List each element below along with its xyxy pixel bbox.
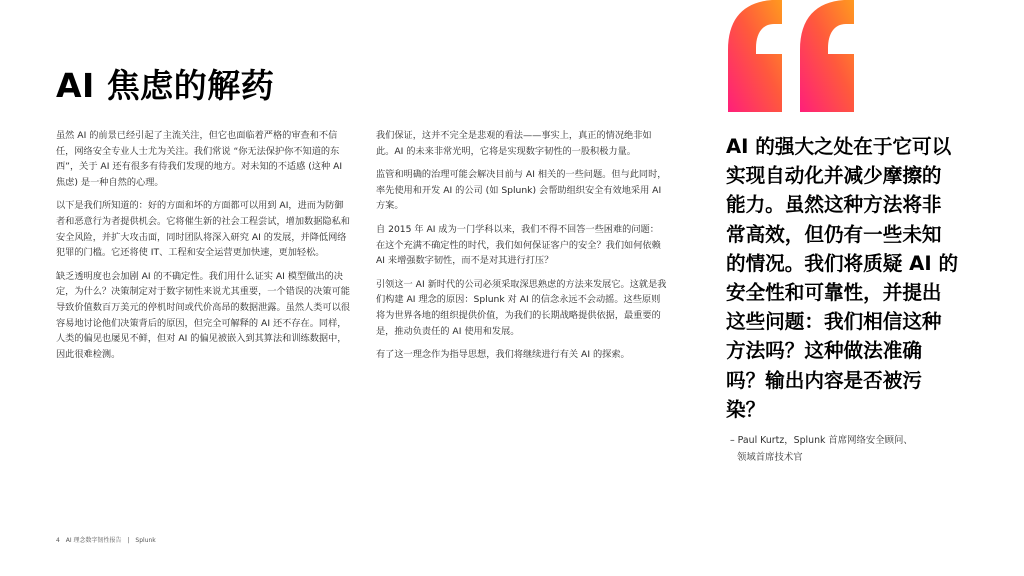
footer-brand: Splunk [135,537,156,544]
attribution-line: – Paul Kurtz，Splunk 首席网络安全顾问、 [730,435,913,446]
page-title: AI 焦虑的解药 [56,66,275,105]
page-number: 4 [56,537,60,544]
paragraph: 引领这一 AI 新时代的公司必须采取深思熟虑的方法来发展它。这就是我们构建 AI 理念的原因：Splunk 对 AI 的信念永远不会动摇。这些原则将为世界各地的组织提供价值，为我们的长期战略提供依据，最重要的是，推动负责任的 AI 使用和发展。 [376,278,667,337]
paragraph: 自 2015 年 AI 成为一门学科以来，我们不得不回答一些困难的问题：在这个充满不确定性的时代，我们如何保证客户的安全？我们如何依赖 AI 来增强数字韧性，而不是对其进行打压？ [376,223,661,267]
quotation-mark-icon [720,0,860,112]
body-column-right [376,128,668,371]
footer-document-name: AI 理念数字韧性报告 [65,537,122,544]
page-footer [56,536,160,546]
paragraph: 我们保证，这并不完全是悲观的看法——事实上，真正的情况绝非如此。AI 的未来非常光明，它将是实现数字韧性的一股积极力量。 [376,130,652,157]
pull-quote: AI 的强大之处在于它可以实现自动化并减少摩擦的能力。虽然这种方法将非常高效，但仍有一些未知的情况。我们将质疑 AI 的安全性和可靠性，并提出这些问题：我们相信这种方法吗？这种做法准确吗？输出内容是否被污染？ [726,135,959,421]
footer-separator: | [127,537,130,544]
attribution-line: 领域首席技术官 [737,452,803,463]
quote-attribution [730,432,950,466]
paragraph: 监管和明确的治理可能会解决目前与 AI 相关的一些问题。但与此同时，率先使用和开发 AI 的公司 (如 Splunk) 会帮助组织安全有效地采用 AI 方案。 [376,169,667,212]
paragraph: 虽然 AI 的前景已经引起了主流关注，但它也面临着严格的审查和不信任，网络安全专业人士尤为关注。我们常说 “你无法保护你不知道的东西”，关于 AI 还有很多有待我们发现的地方。对未知的不适感 (这种 AI 焦虑) 是一种自然的心理。 [56,130,343,188]
body-column-left [56,128,352,370]
paragraph: 缺乏透明度也会加剧 AI 的不确定性。我们用什么证实 AI 模型做出的决定，为什么？决策制定对于数字韧性来说尤其重要，一个错误的决策可能导致价值数百万美元的停机时间或代价高昂的数据泄露。虽然人类可以很容易地讨论他们决策背后的原因，但完全可解释的 AI 还不存在。同样，人类的偏见也屡见不鲜，但对 AI 的偏见被嵌入到其算法和训练数据中，因此很难检测。 [56,270,350,360]
paragraph: 有了这一理念作为指导思想，我们将继续进行有关 AI 的探索。 [376,349,630,361]
paragraph: 以下是我们所知道的：好的方面和坏的方面都可以用到 AI，进而为防御者和恶意行为者提供机会。它将催生新的社会工程尝试，增加数据隐私和安全风险，并扩大攻击面，同时团队将深入研究 AI 的发展，并降低网络犯罪的门槛。它还将使 IT、工程和安全运营更加快速，更加轻松。 [56,200,350,259]
